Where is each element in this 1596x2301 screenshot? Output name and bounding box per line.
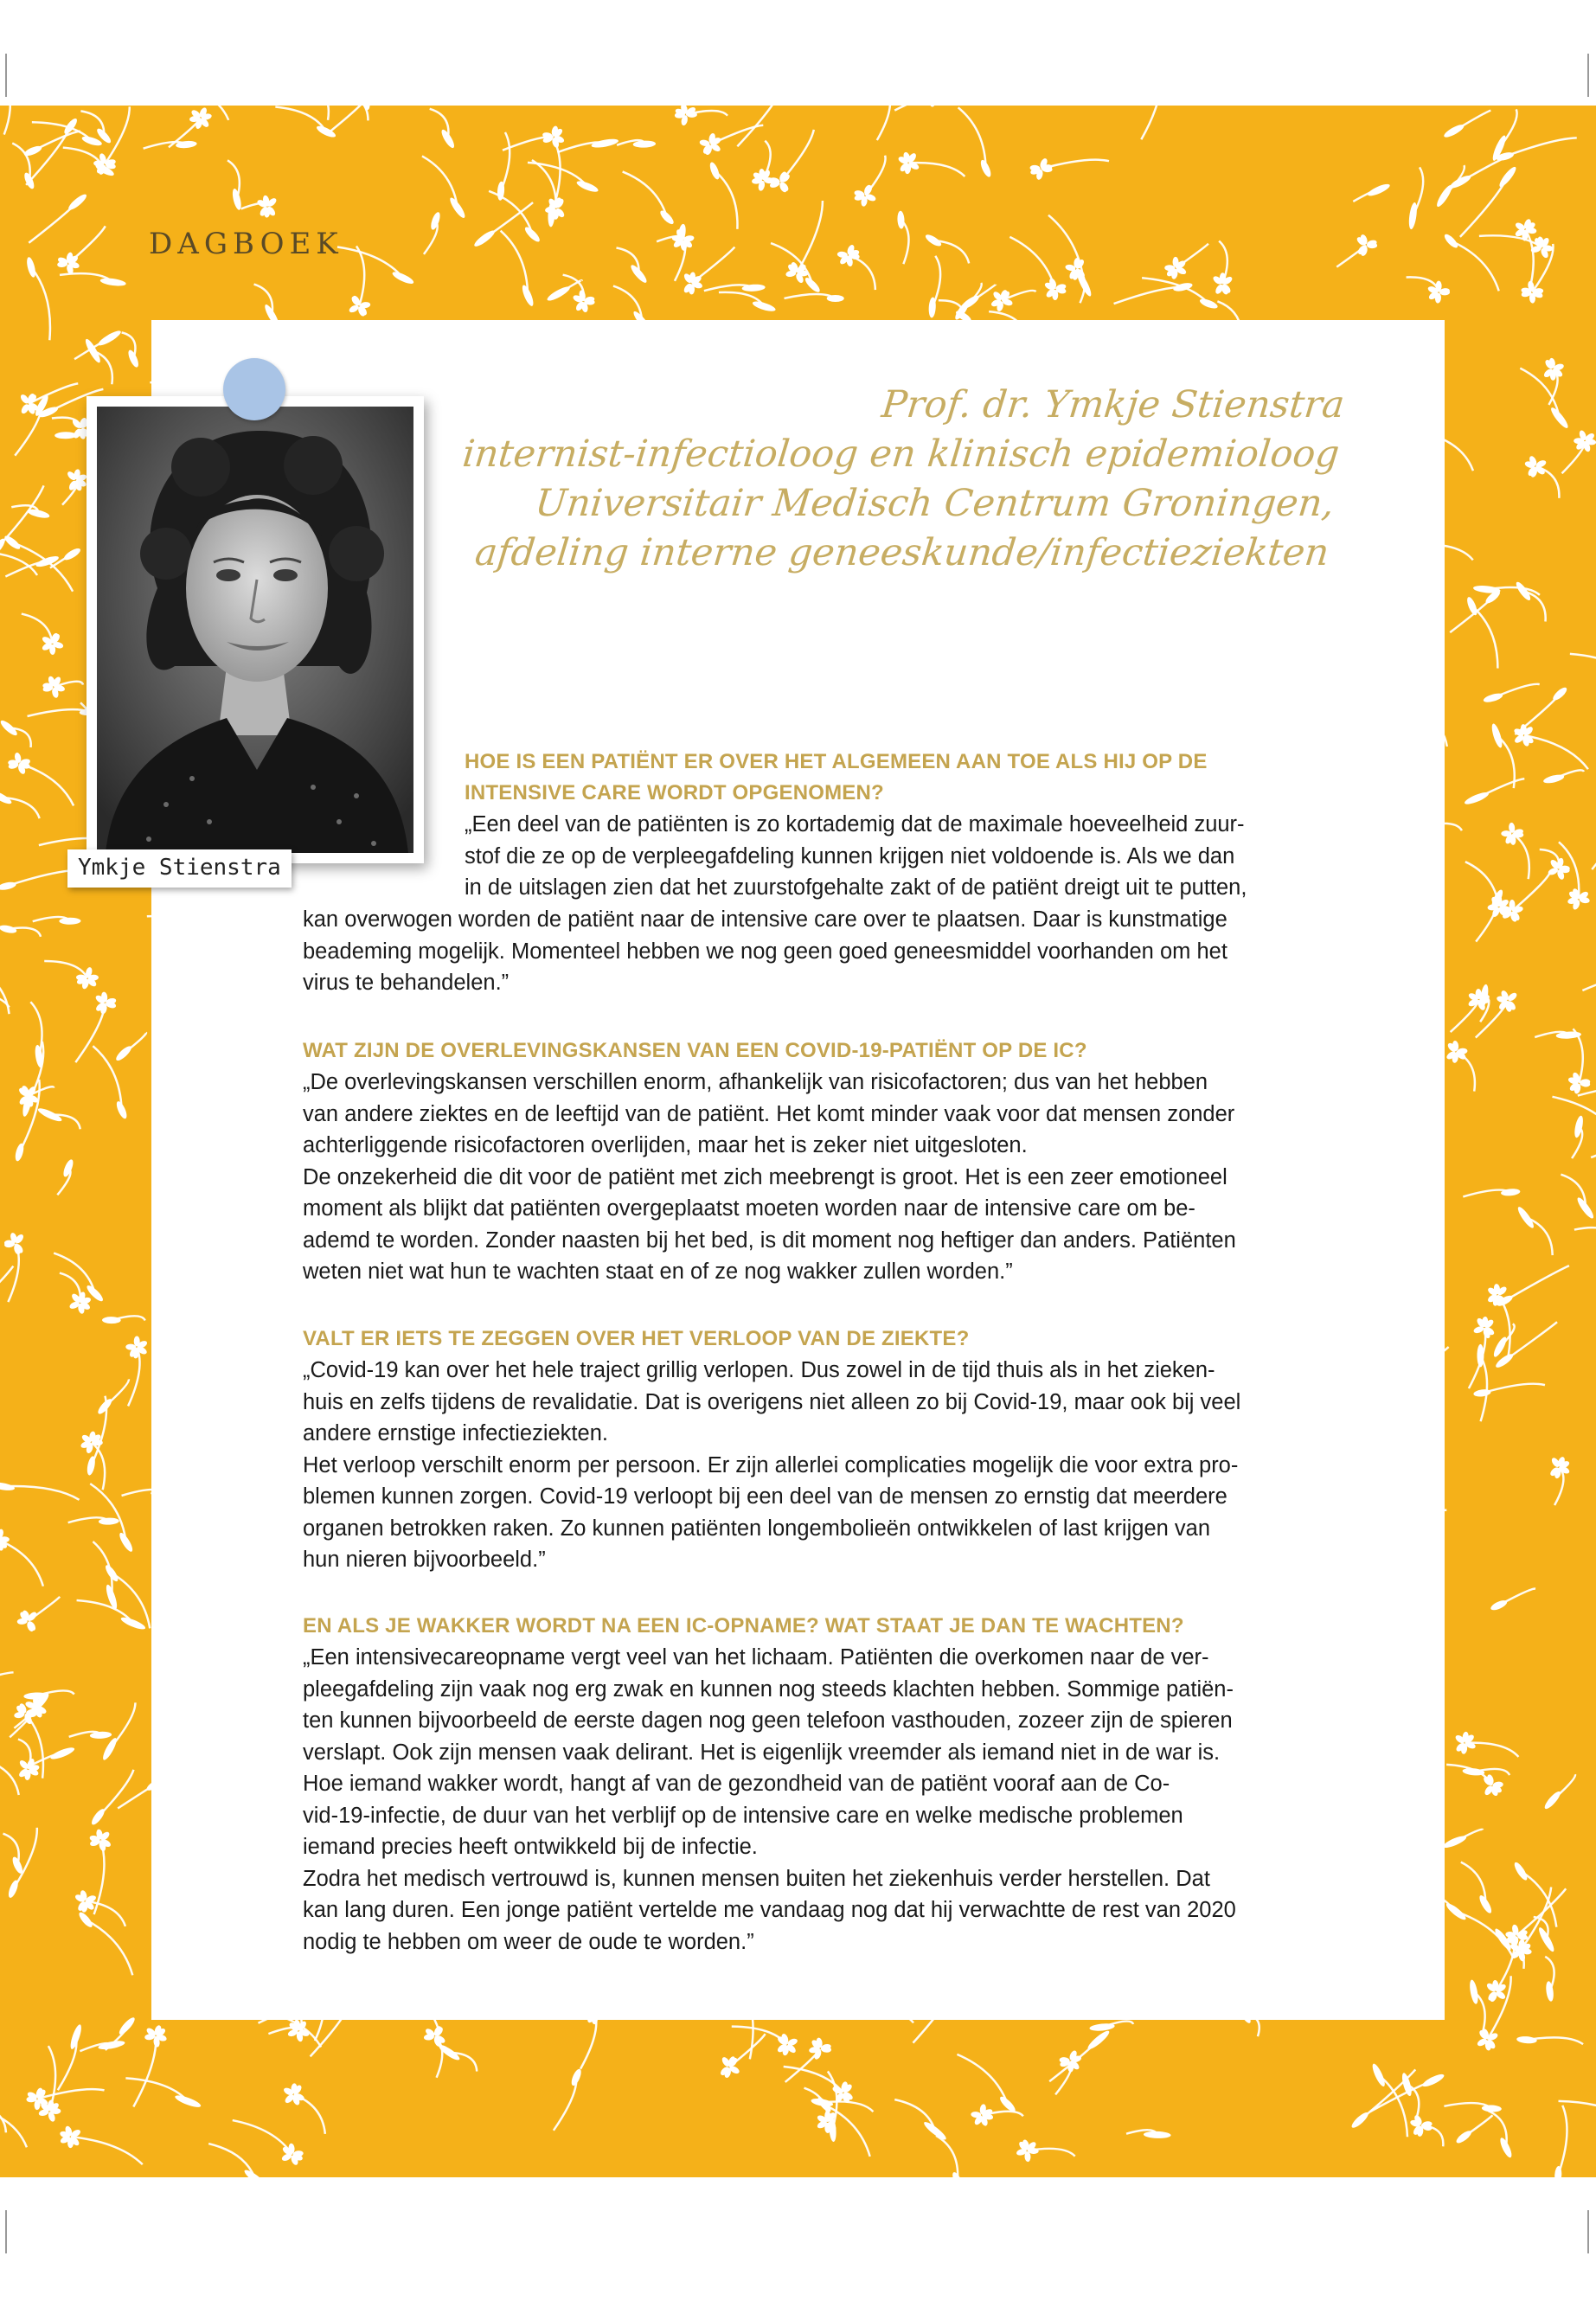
- answer-line: „Een intensivecareopname vergt veel van het lichaam. Patiënten die overkomen naar de ver-: [303, 1645, 1209, 1670]
- answer-line: kan lang duren. Een jonge patiënt vertelde me vandaag nog dat hij verwachtte de rest van 2020: [303, 1898, 1236, 1922]
- answer-line: andere ernstige infectieziekten.: [303, 1421, 608, 1445]
- answer-paragraph: [303, 1642, 1236, 1958]
- crop-mark: [1587, 2210, 1589, 2253]
- answer-line: beademing mogelijk. Momenteel hebben we nog geen goed geneesmiddel voorhanden om het: [303, 939, 1227, 964]
- question-line: INTENSIVE CARE WORDT OPGENOMEN?: [465, 781, 884, 804]
- answer-line: Het verloop verschilt enorm per persoon. Er zijn allerlei complicaties mogelijk die voor extra pro-: [303, 1452, 1239, 1477]
- pushpin-icon: [223, 358, 285, 420]
- answer-line: hun nieren bijvoorbeeld.”: [303, 1548, 546, 1572]
- crop-mark: [5, 54, 7, 97]
- answer-line: ademd te worden. Zonder naasten bij het bed, is dit moment nog heftiger dan anders. Patiënten: [303, 1227, 1236, 1253]
- author-byline: [439, 381, 1347, 578]
- answer-line: in de uitslagen zien dat het zuurstofgehalte zakt of de patiënt dreigt uit te putten,: [465, 875, 1247, 900]
- answer-line: organen betrokken raken. Zo kunnen patiënten longembolieën ontwikkelen of last krijgen van: [303, 1516, 1211, 1541]
- crop-mark: [5, 2210, 7, 2253]
- answer-line: pleegafdeling zijn vaak nog erg zwak en kunnen nog steeds klachten hebben. Sommige patiën-: [303, 1676, 1234, 1702]
- answer-line: Zodra het medisch vertrouwd is, kunnen mensen buiten het ziekenhuis verder herstellen. Dat: [303, 1866, 1210, 1891]
- answer-paragraph: [303, 904, 1227, 999]
- answer-line: van andere ziektes en de leeftijd van de patiënt. Het komt minder vaak voor dat mensen zonder: [303, 1101, 1235, 1126]
- question-line: EN ALS JE WAKKER WORDT NA EEN IC-OPNAME? WAT STAAT JE DAN TE WACHTEN?: [303, 1614, 1184, 1638]
- answer-line: ten kunnen bijvoorbeeld de eerste dagen nog geen telefoon vasthouden, zozeer zijn de spieren: [303, 1708, 1233, 1733]
- byline-name: Prof. dr. Ymkje Stienstra: [879, 383, 1347, 426]
- question-heading: [465, 747, 1208, 809]
- crop-mark: [1587, 54, 1589, 97]
- answer-line: „Covid-19 kan over het hele traject grillig verlopen. Dus zowel in de tijd thuis als in het zieken-: [303, 1358, 1215, 1382]
- photo-caption: Ymkje Stienstra: [67, 849, 292, 888]
- byline-department: afdeling interne geneeskunde/infectieziekten: [472, 531, 1331, 574]
- answer-paragraph: [303, 1355, 1240, 1576]
- answer-line: stof die ze op de verpleegafdeling kunnen krijgen niet voldoende is. Als we dan: [465, 843, 1235, 868]
- question-heading: [303, 1035, 1087, 1067]
- answer-line: vid-19-infectie, de duur van het verblijf op de intensive care en welke medische problemen: [303, 1803, 1183, 1828]
- answer-line: De onzekerheid die dit voor de patiënt met zich meebrengt is groot. Het is een zeer emotioneel: [303, 1164, 1227, 1189]
- answer-paragraph: [303, 1067, 1236, 1288]
- answer-line: achterliggende risicofactoren overlijden, maar het is zeker niet uitgesloten.: [303, 1133, 1028, 1157]
- answer-line: Hoe iemand wakker wordt, hangt af van de gezondheid van de patiënt vooraf aan de Co-: [303, 1772, 1170, 1796]
- answer-line: iemand precies heeft ontwikkeld bij de infectie.: [303, 1835, 758, 1859]
- answer-paragraph: [465, 809, 1247, 904]
- question-line: WAT ZIJN DE OVERLEVINGSKANSEN VAN EEN COVID-19-PATIËNT OP DE IC?: [303, 1039, 1087, 1062]
- answer-line: weten niet wat hun te wachten staat en of ze nog wakker zullen worden.”: [303, 1259, 1013, 1284]
- answer-line: huis en zelfs tijdens de revalidatie. Dat is overigens niet alleen zo bij Covid-19, maar ook bij veel: [303, 1389, 1241, 1414]
- question-heading: [303, 1611, 1184, 1642]
- answer-line: kan overwogen worden de patiënt naar de intensive care over te plaatsen. Daar is kunstmatige: [303, 907, 1227, 932]
- answer-line: moment als blijkt dat patiënten overgeplaatst moeten worden naar de intensive care om be-: [303, 1196, 1195, 1221]
- answer-line: nodig te hebben om weer de oude te worden.”: [303, 1929, 754, 1954]
- answer-line: verslapt. Ook zijn mensen vaak delirant. Het is eigenlijk vreemder als iemand niet in de war is.: [303, 1740, 1221, 1765]
- question-line: VALT ER IETS TE ZEGGEN OVER HET VERLOOP VAN DE ZIEKTE?: [303, 1327, 970, 1350]
- answer-line: blemen kunnen zorgen. Covid-19 verloopt bij een deel van de mensen zo ernstig dat meerdere: [303, 1484, 1227, 1509]
- answer-line: virus te behandelen.”: [303, 971, 510, 995]
- portrait-photo: [97, 407, 413, 853]
- answer-line: „De overlevingskansen verschillen enorm, afhankelijk van risicofactoren; dus van het hebben: [303, 1070, 1208, 1094]
- byline-role: internist-infectioloog en klinisch epidemioloog: [460, 433, 1342, 476]
- question-heading: [303, 1324, 969, 1355]
- portrait-photo-card: [87, 396, 424, 863]
- section-label: DAGBOEK: [149, 227, 343, 261]
- answer-line: „Een deel van de patiënten is zo kortademig dat de maximale hoeveelheid zuur-: [465, 812, 1245, 836]
- byline-institution: Universitair Medisch Centrum Groningen,: [533, 482, 1336, 525]
- question-line: HOE IS EEN PATIËNT ER OVER HET ALGEMEEN AAN TOE ALS HIJ OP DE: [465, 750, 1208, 773]
